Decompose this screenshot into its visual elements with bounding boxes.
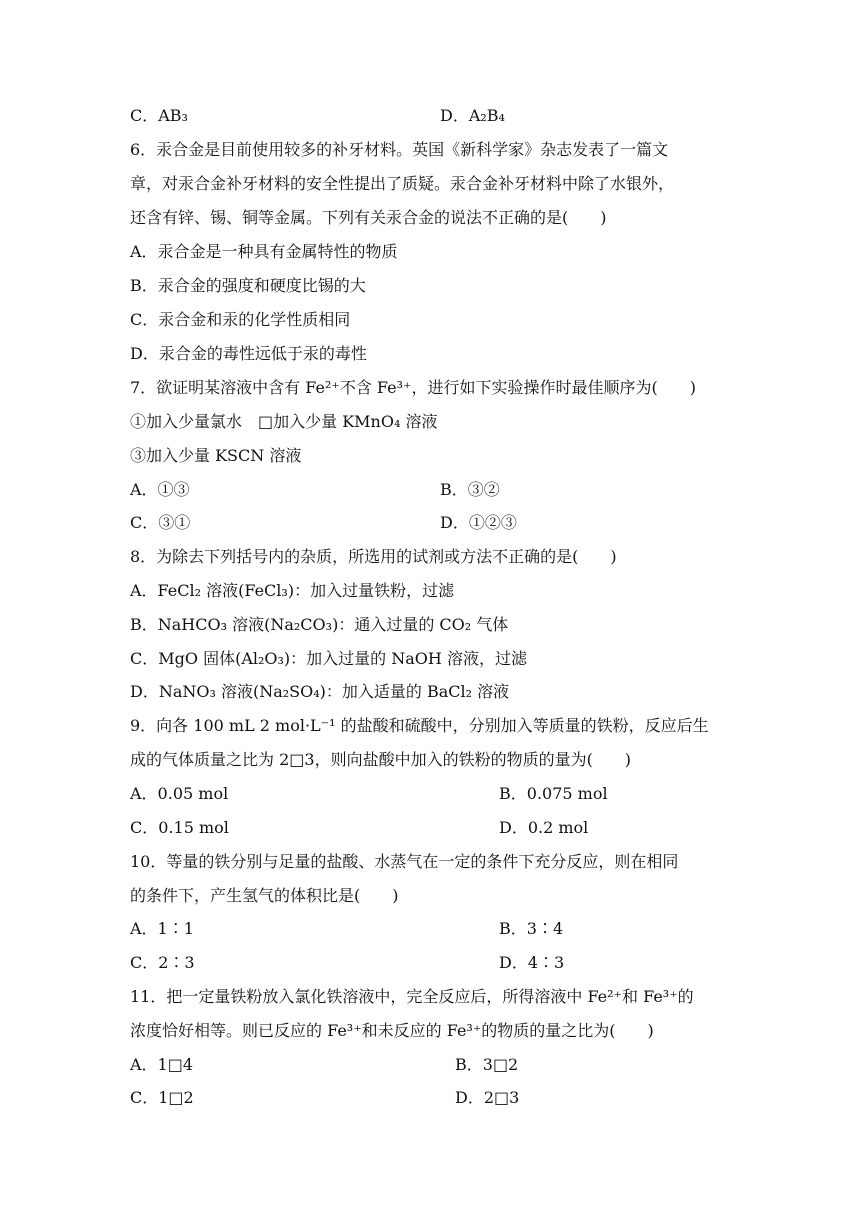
q11-option-b: B．3□2 xyxy=(455,1055,519,1074)
q7-option-a: A．①③ xyxy=(130,480,190,499)
q11-stem-line-1: 11．把一定量铁粉放入氯化铁溶液中，完全反应后，所得溶液中 Fe²⁺和 Fe³⁺的 xyxy=(130,987,694,1006)
q7-option-b: B．③② xyxy=(440,480,500,499)
q8-option-c: C．MgO 固体(Al₂O₃)：加入过量的 NaOH 溶液，过滤 xyxy=(130,649,527,668)
q10-option-b: B．3∶4 xyxy=(499,919,564,938)
q11-option-d: D．2□3 xyxy=(455,1088,520,1107)
q6-option-b: B．汞合金的强度和硬度比锡的大 xyxy=(130,276,366,295)
q8-option-d: D．NaNO₃ 溶液(Na₂SO₄)：加入适量的 BaCl₂ 溶液 xyxy=(130,682,510,701)
q8-option-a: A．FeCl₂ 溶液(FeCl₃)：加入过量铁粉，过滤 xyxy=(130,581,455,600)
q7-stem-line-1: 7．欲证明某溶液中含有 Fe²⁺不含 Fe³⁺，进行如下实验操作时最佳顺序为( ) xyxy=(130,378,696,397)
q7-option-c: C．③① xyxy=(130,513,191,532)
q9-option-d: D．0.2 mol xyxy=(499,818,589,837)
q10-stem-line-1: 10．等量的铁分别与足量的盐酸、水蒸气在一定的条件下充分反应，则在相同 xyxy=(130,852,679,871)
q7-option-d: D．①②③ xyxy=(440,513,517,532)
q10-option-a: A．1∶1 xyxy=(130,919,194,938)
q10-option-d: D．4∶3 xyxy=(499,953,565,972)
q7-stem-line-3: ③加入少量 KSCN 溶液 xyxy=(130,446,302,465)
q9-option-a: A．0.05 mol xyxy=(130,784,229,803)
q10-stem-line-2: 的条件下，产生氢气的体积比是( ) xyxy=(130,886,399,905)
q11-stem-line-2: 浓度恰好相等。则已反应的 Fe³⁺和未反应的 Fe³⁺的物质的量之比为( ) xyxy=(130,1021,654,1040)
q6-stem-line-2: 章，对汞合金补牙材料的安全性提出了质疑。汞合金补牙材料中除了水银外， xyxy=(130,174,675,193)
q5-option-c: C．AB₃ xyxy=(130,106,188,125)
q7-stem-line-2: ①加入少量氯水 □加入少量 KMnO₄ 溶液 xyxy=(130,412,438,431)
q5-option-d: D．A₂B₄ xyxy=(440,106,505,125)
q8-option-b: B．NaHCO₃ 溶液(Na₂CO₃)：通入过量的 CO₂ 气体 xyxy=(130,615,509,634)
q6-option-a: A．汞合金是一种具有金属特性的物质 xyxy=(130,242,398,261)
q10-option-c: C．2∶3 xyxy=(130,953,195,972)
q9-stem-line-1: 9．向各 100 mL 2 mol·L⁻¹ 的盐酸和硫酸中，分别加入等质量的铁粉，反应后生 xyxy=(130,716,709,735)
q9-stem-line-2: 成的气体质量之比为 2□3，则向盐酸中加入的铁粉的物质的量为( ) xyxy=(130,750,632,769)
q6-option-c: C．汞合金和汞的化学性质相同 xyxy=(130,310,351,329)
q11-option-a: A．1□4 xyxy=(130,1055,194,1074)
q9-option-b: B．0.075 mol xyxy=(499,784,608,803)
q6-stem-line-1: 6．汞合金是目前使用较多的补牙材料。英国《新科学家》杂志发表了一篇文 xyxy=(130,140,669,159)
q6-stem-line-3: 还含有锌、锡、铜等金属。下列有关汞合金的说法不正确的是( ) xyxy=(130,208,607,227)
q6-option-d: D．汞合金的毒性远低于汞的毒性 xyxy=(130,344,367,363)
q9-option-c: C．0.15 mol xyxy=(130,818,229,837)
q11-option-c: C．1□2 xyxy=(130,1088,194,1107)
q8-stem: 8．为除去下列括号内的杂质，所选用的试剂或方法不正确的是( ) xyxy=(130,547,617,566)
